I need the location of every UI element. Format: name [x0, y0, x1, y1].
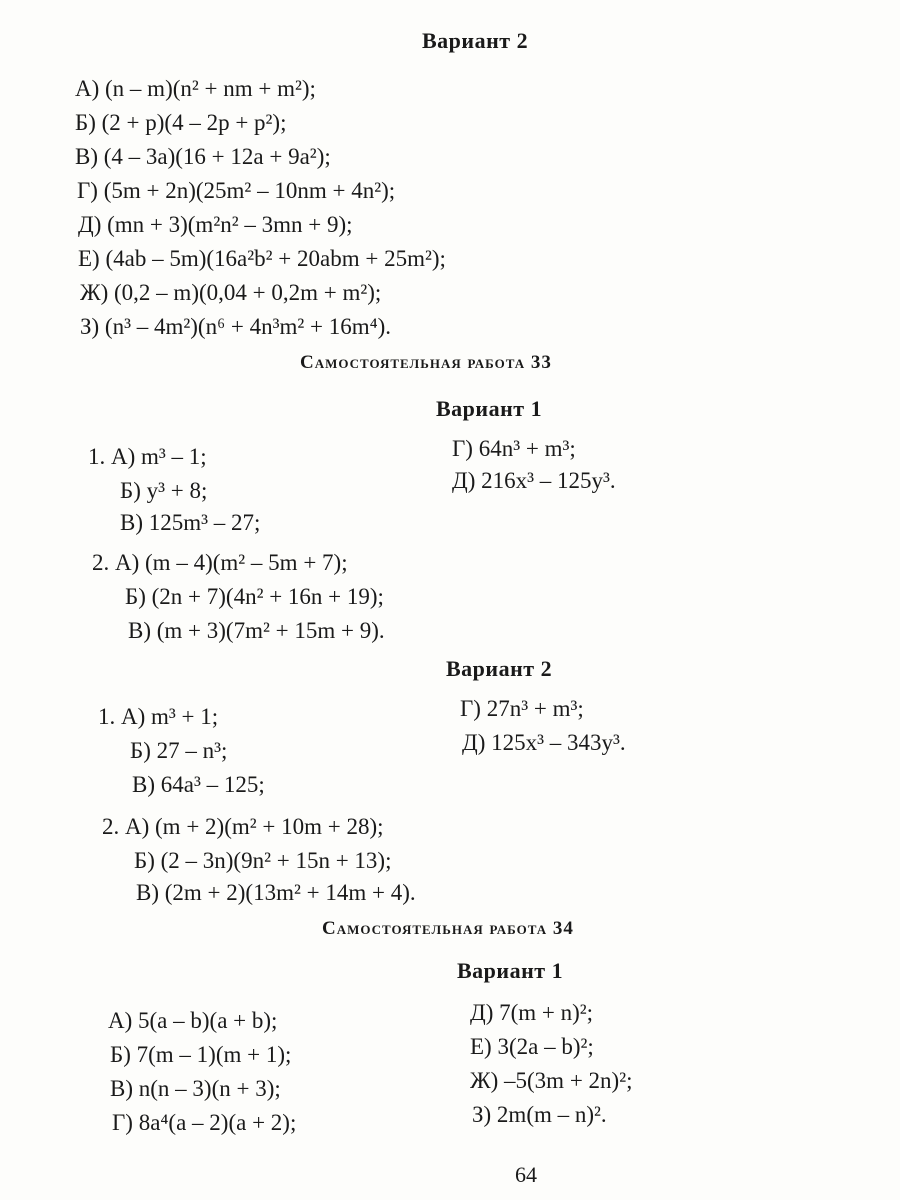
answer-line: 2. А) (m – 4)(m² – 5m + 7);	[92, 550, 348, 575]
answer-line: Е) 3(2a – b)²;	[470, 1034, 594, 1059]
answer-line: В) (2m + 2)(13m² + 14m + 4).	[136, 880, 416, 905]
answer-line: А) 5(a – b)(a + b);	[108, 1008, 278, 1033]
answer-line: З) (n³ – 4m²)(n⁶ + 4n³m² + 16m⁴).	[80, 314, 392, 339]
answer-line: Б) (2n + 7)(4n² + 16n + 19);	[125, 584, 384, 609]
answer-line: Б) (2 – 3n)(9n² + 15n + 13);	[134, 848, 392, 873]
answer-line: Б) 27 – n³;	[130, 738, 228, 763]
section-title: Самостоятельная работа 33	[300, 352, 552, 373]
answer-line: З) 2m(m – n)².	[472, 1102, 607, 1127]
answer-line: В) (m + 3)(7m² + 15m + 9).	[128, 618, 385, 643]
answer-line: В) (4 – 3a)(16 + 12a + 9a²);	[75, 144, 331, 169]
answer-line: 1. А) m³ – 1;	[88, 444, 207, 469]
answer-line: Г) 8a⁴(a – 2)(a + 2);	[112, 1110, 297, 1135]
answer-line: Д) (mn + 3)(m²n² – 3mn + 9);	[78, 212, 353, 237]
answer-line: Г) 27n³ + m³;	[460, 696, 584, 721]
answer-line: Б) (2 + p)(4 – 2p + p²);	[75, 110, 287, 135]
variant-heading: Вариант 1	[457, 958, 564, 983]
page-number: 64	[515, 1162, 537, 1187]
variant-heading: Вариант 2	[422, 28, 529, 53]
answer-line: Г) (5m + 2n)(25m² – 10nm + 4n²);	[77, 178, 396, 203]
answer-line: Е) (4ab – 5m)(16a²b² + 20abm + 25m²);	[78, 246, 446, 271]
answer-line: Г) 64n³ + m³;	[452, 436, 576, 461]
answer-line: В) 64a³ – 125;	[132, 772, 265, 797]
answer-line: Ж) –5(3m + 2n)²;	[470, 1068, 633, 1093]
variant-heading: Вариант 2	[446, 656, 553, 681]
variant-heading: Вариант 1	[436, 396, 543, 421]
answer-line: Б) y³ + 8;	[120, 478, 208, 503]
section-title: Самостоятельная работа 34	[322, 918, 574, 939]
answer-line: Д) 125x³ – 343y³.	[462, 730, 626, 755]
answer-line: Б) 7(m – 1)(m + 1);	[110, 1042, 292, 1067]
answer-line: В) 125m³ – 27;	[120, 510, 261, 535]
answer-line: А) (n – m)(n² + nm + m²);	[75, 76, 316, 101]
answer-line: 2. А) (m + 2)(m² + 10m + 28);	[102, 814, 384, 839]
answer-line: Д) 7(m + n)²;	[470, 1000, 594, 1025]
answer-line: Ж) (0,2 – m)(0,04 + 0,2m + m²);	[80, 280, 382, 305]
answer-line: В) n(n – 3)(n + 3);	[110, 1076, 281, 1101]
answer-line: 1. А) m³ + 1;	[98, 704, 219, 729]
answer-line: Д) 216x³ – 125y³.	[452, 468, 616, 493]
